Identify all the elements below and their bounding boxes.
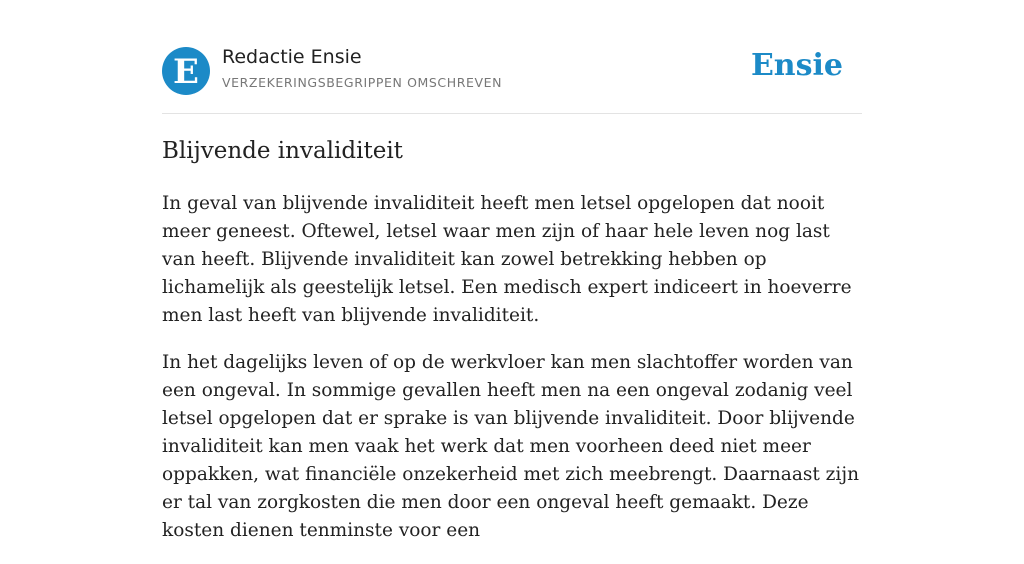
paragraph: In het dagelijks leven of op de werkvloer kan men slachtoffer worden van een ongeval. In sommige gevallen heeft men na een ongeval zodanig veel letsel opgelopen dat er sprake is van blijvende invaliditeit. Door blijvende invaliditeit kan men vaak het werk dat men voorheen deed niet meer oppakken, wat financiële onzekerheid met zich meebrengt. Daarnaast zijn er tal van zorgkosten die men door een ongeval heeft gemaakt. Deze kosten dienen tenminste voor een bbox=[162, 352, 859, 541]
page-container bbox=[162, 0, 862, 541]
category-label[interactable]: VERZEKERINGSBEGRIPPEN OMSCHREVEN bbox=[222, 75, 503, 90]
avatar-letter: E bbox=[173, 52, 199, 92]
article-title: Blijvende invaliditeit bbox=[162, 138, 403, 164]
article-header bbox=[162, 0, 862, 114]
author-name[interactable]: Redactie Ensie bbox=[222, 46, 362, 68]
author-avatar[interactable] bbox=[162, 47, 210, 95]
brand-logo[interactable]: Ensie bbox=[750, 48, 843, 83]
paragraph: In geval van blijvende invaliditeit heeft men letsel opgelopen dat nooit meer geneest. Oftewel, letsel waar men zijn of haar hele leven nog last van heeft. Blijvende invaliditeit kan zowel betrekking hebben op lichamelijk als geestelijk letsel. Een medisch expert indiceert in hoeverre men last heeft van blijvende invaliditeit. bbox=[162, 193, 852, 326]
article-body bbox=[162, 190, 864, 564]
